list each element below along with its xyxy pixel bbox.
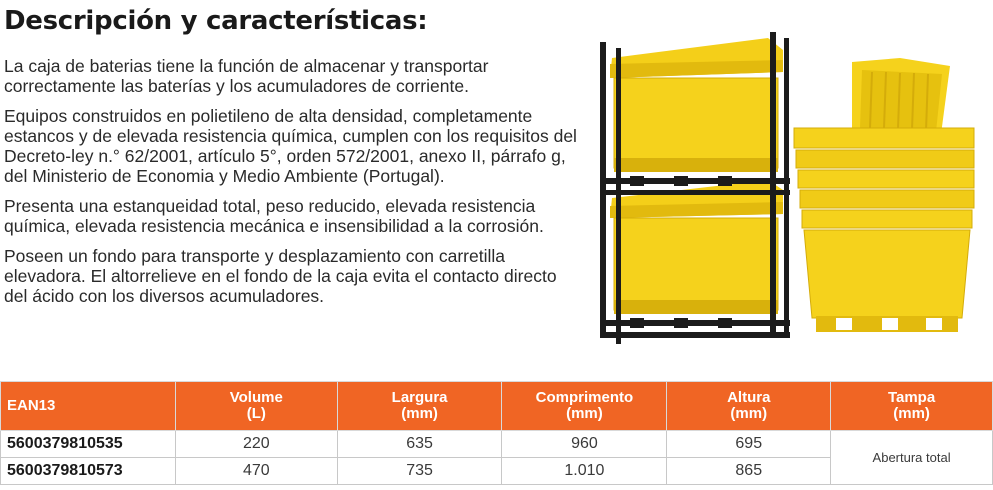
column-header-volume: Volume (L) [175, 382, 337, 431]
column-header-largura: Largura (mm) [337, 382, 502, 431]
framed-battery-boxes-image [600, 32, 790, 344]
column-header-comprimento: Comprimento (mm) [502, 382, 667, 431]
product-image [590, 0, 993, 380]
column-header-ean13: EAN13 [1, 382, 176, 431]
cell-comprimento: 1.010 [502, 458, 667, 485]
cell-largura: 735 [337, 458, 502, 485]
cell-tampa: Abertura total [831, 431, 993, 485]
column-header-altura: Altura (mm) [667, 382, 831, 431]
specifications-table [0, 381, 993, 485]
description-paragraph: Poseen un fondo para transporte y desplazamiento con carretilla elevadora. El altorrelieve en el fondo de la caja evita el contacto directo del ácido con los diversos acumuladores. [4, 246, 557, 306]
table-row [1, 431, 993, 458]
description-paragraph: Presenta una estanqueidad total, peso reducido, elevada resistencia química, elevada resistencia mecánica e insensibilidad a la corrosión. [4, 196, 544, 236]
cell-comprimento: 960 [502, 431, 667, 458]
table-header-row [1, 382, 993, 431]
cell-altura: 865 [667, 458, 831, 485]
description [4, 56, 584, 316]
cell-volume: 220 [175, 431, 337, 458]
cell-altura: 695 [667, 431, 831, 458]
cell-ean: 5600379810573 [1, 458, 176, 485]
nested-battery-boxes-image [794, 58, 974, 332]
cell-ean: 5600379810535 [1, 431, 176, 458]
column-header-tampa: Tampa (mm) [831, 382, 993, 431]
page-title: Descripción y características: [4, 6, 428, 36]
description-paragraph: La caja de baterias tiene la función de almacenar y transportar correctamente las baterías y los acumuladores de corriente. [4, 56, 489, 96]
description-paragraph: Equipos construidos en polietileno de alta densidad, completamente estancos y de elevada resistencia química, cumplen con los requisitos del Decreto-ley n.° 62/2001, artículo 5°, orden 572/2001, anexo II, párrafo g, del Ministerio de Economia y Medio Ambiente (Portugal). [4, 106, 577, 186]
cell-volume: 470 [175, 458, 337, 485]
cell-largura: 635 [337, 431, 502, 458]
